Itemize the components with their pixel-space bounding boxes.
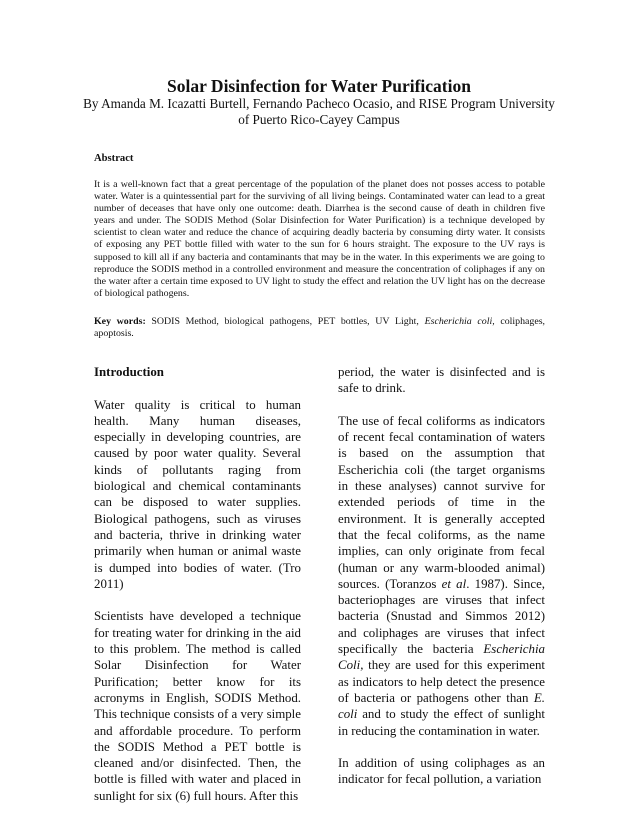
right-paragraph-1: period, the water is disinfected and is safe to drink.: [338, 365, 545, 396]
keywords-text-end: , coliphages, apoptosis.: [94, 316, 546, 340]
intro-paragraph-1: Water quality is critical to human health. Many human diseases, especially in developing countries, are caused by poor water quality. Several kinds of pollutants raging from biological and chemical contaminants can be disposed to water supplies. Biological pathogens, such as viruses and bacteria, thrive in drinking water primarily when human or animal waste is dumped into bodies of water. (Tro 2011): [94, 397, 301, 591]
intro-paragraph-2: Scientists have developed a technique for treating water for drinking in the aid to this problem. The method is called Solar Disinfection for Water Purification; better know for its acronyms in English, SODIS Method. This technique consists of a very simple and affordable procedure. To perform the SODIS Method a PET bottle is cleaned and/or disinfected. Then, the bottle is filled with water and placed in sunlight for six (6) full hours. After this: [94, 609, 301, 803]
ecoli-italic: E. coli: [338, 690, 545, 722]
etal-italic: et al: [441, 576, 467, 591]
paper-title: Solar Disinfection for Water Purification: [167, 76, 471, 96]
species-italic: Escherichia Coli,: [338, 642, 545, 673]
author-list: By Amanda M. Icazatti Burtell, Fernando Pacheco Ocasio, and RISE Program University of Puerto Rico-Cayey Campus: [83, 96, 555, 127]
abstract-heading: Abstract: [94, 153, 134, 164]
abstract-text: It is a well-known fact that a great percentage of the population of the planet does not posses access to potable water. Water is a quintessential part for the surviving of all living beings. Contaminated water can lead to a great number of deceases that have only one outcome: death. Diarrhea is the second cause of death in children five years and under. The SODIS Method (Solar Disinfection for Water Purification) is a technique developed by scientist to clean water and reduce the chance of acquiring deadly bacteria by consuming dirty water. It consists of exposing any PET bottle filled with water to the sun for 6 hours straight. The exposure to the UV rays is supposed to kill all if any bacteria and contaminants that may be in the water. In this experiments we are going to reproduce the SODIS method in a controlled environment and measure the concentration of coliphages if any on the water after a certain time exposed to UV light to study the effect and relation the UV light has on the decrease of biological pathogens.: [94, 179, 545, 299]
right-paragraph-2: [338, 413, 545, 739]
text-run: . 1987). Since, bacteriophages are viruses that infect bacteria (Snustad and Simmos 2012) and coliphages are viruses that infect specifically the bacteria: [338, 576, 546, 657]
right-paragraph-3: In addition of using coliphages as an indicator for fecal pollution, a variation: [338, 756, 545, 787]
keywords-text: SODIS Method, biological pathogens, PET bottles, UV Light,: [151, 316, 419, 327]
left-column: [94, 364, 301, 820]
keywords: [94, 316, 545, 341]
introduction-heading: Introduction: [94, 365, 164, 379]
text-run: The use of fecal coliforms as indicators of recent fecal contamination of waters is based on the assumption that Escherichia coli (the target organisms in these analyses) cannot survive for extended periods of time in the environment. It is generally accepted that the fecal coliforms, as the name implies, can only originate from fecal (human or any warm-blooded animal) sources. (Toranzos: [338, 413, 545, 591]
keywords-species: Escherichia coli: [424, 316, 493, 327]
text-run: they are used for this experiment as indicators to help detect the presence of bacteria or pathogens other than: [338, 658, 545, 705]
keywords-label: Key words:: [94, 316, 146, 327]
text-run: and to study the effect of sunlight in reducing the contamination in water.: [338, 707, 545, 738]
right-column: [338, 364, 545, 804]
